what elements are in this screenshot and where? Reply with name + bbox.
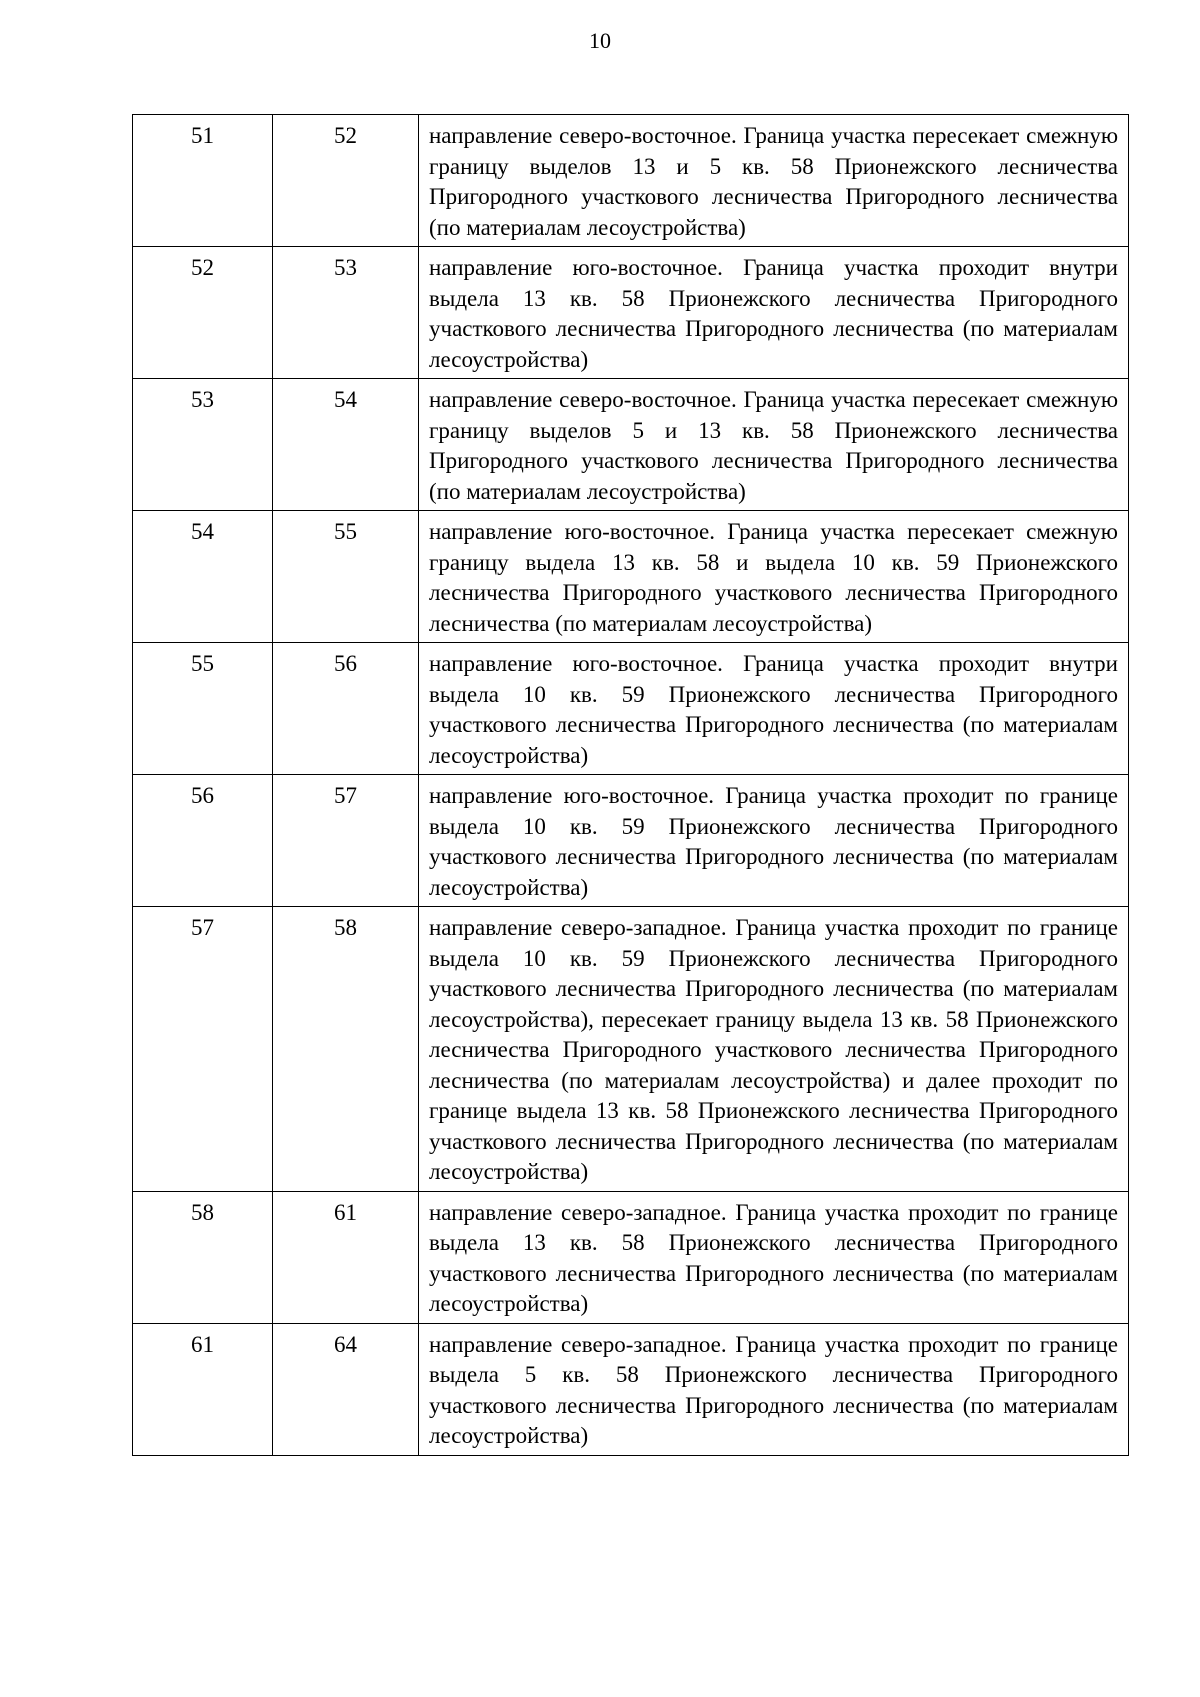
table-row bbox=[133, 907, 1129, 1192]
from-point-cell: 58 bbox=[133, 1191, 273, 1323]
from-point-cell: 56 bbox=[133, 775, 273, 907]
table-row bbox=[133, 511, 1129, 643]
table-row bbox=[133, 643, 1129, 775]
to-point-cell: 64 bbox=[273, 1323, 419, 1455]
description-cell: направление северо-западное. Граница участка проходит по границе выдела 13 кв. 58 Прионежского лесничества Пригородного участкового лесничества Пригородного лесничества (по материалам лесоустройства) bbox=[419, 1191, 1129, 1323]
page-number: 10 bbox=[589, 28, 611, 53]
table-row bbox=[133, 379, 1129, 511]
to-point-cell: 58 bbox=[273, 907, 419, 1192]
from-point-cell: 53 bbox=[133, 379, 273, 511]
to-point-cell: 61 bbox=[273, 1191, 419, 1323]
table-row bbox=[133, 247, 1129, 379]
table-row bbox=[133, 1323, 1129, 1455]
from-point-cell: 61 bbox=[133, 1323, 273, 1455]
from-point-cell: 57 bbox=[133, 907, 273, 1192]
description-cell: направление юго-восточное. Граница участка пересекает смежную границу выдела 13 кв. 58 и выдела 10 кв. 59 Прионежского лесничества Пригородного участкового лесничества Пригородного лесничества (по материалам лесоустройства) bbox=[419, 511, 1129, 643]
description-cell: направление юго-восточное. Граница участка проходит внутри выдела 10 кв. 59 Прионежского лесничества Пригородного участкового лесничества Пригородного лесничества (по материалам лесоустройства) bbox=[419, 643, 1129, 775]
to-point-cell: 53 bbox=[273, 247, 419, 379]
from-point-cell: 54 bbox=[133, 511, 273, 643]
to-point-cell: 55 bbox=[273, 511, 419, 643]
to-point-cell: 56 bbox=[273, 643, 419, 775]
from-point-cell: 51 bbox=[133, 115, 273, 247]
table-row bbox=[133, 775, 1129, 907]
description-cell: направление юго-восточное. Граница участка проходит по границе выдела 10 кв. 59 Прионежского лесничества Пригородного участкового лесничества Пригородного лесничества (по материалам лесоустройства) bbox=[419, 775, 1129, 907]
description-cell: направление северо-западное. Граница участка проходит по границе выдела 10 кв. 59 Прионежского лесничества Пригородного участкового лесничества Пригородного лесничества (по материалам лесоустройства), пересекает границу выдела 13 кв. 58 Прионежского лесничества Пригородного участкового лесничества Пригородного лесничества (по материалам лесоустройства) и далее проходит по границе выдела 13 кв. 58 Прионежского лесничества Пригородного участкового лесничества Пригородного лесничества (по материалам лесоустройства) bbox=[419, 907, 1129, 1192]
from-point-cell: 52 bbox=[133, 247, 273, 379]
to-point-cell: 54 bbox=[273, 379, 419, 511]
table-row bbox=[133, 1191, 1129, 1323]
table-row bbox=[133, 115, 1129, 247]
from-point-cell: 55 bbox=[133, 643, 273, 775]
to-point-cell: 57 bbox=[273, 775, 419, 907]
description-cell: направление северо-восточное. Граница участка пересекает смежную границу выделов 13 и 5 кв. 58 Прионежского лесничества Пригородного участкового лесничества Пригородного лесничества (по материалам лесоустройства) bbox=[419, 115, 1129, 247]
to-point-cell: 52 bbox=[273, 115, 419, 247]
boundary-table bbox=[132, 114, 1129, 1456]
description-cell: направление северо-западное. Граница участка проходит по границе выдела 5 кв. 58 Прионежского лесничества Пригородного участкового лесничества Пригородного лесничества (по материалам лесоустройства) bbox=[419, 1323, 1129, 1455]
description-cell: направление северо-восточное. Граница участка пересекает смежную границу выделов 5 и 13 кв. 58 Прионежского лесничества Пригородного участкового лесничества Пригородного лесничества (по материалам лесоустройства) bbox=[419, 379, 1129, 511]
description-cell: направление юго-восточное. Граница участка проходит внутри выдела 13 кв. 58 Прионежского лесничества Пригородного участкового лесничества Пригородного лесничества (по материалам лесоустройства) bbox=[419, 247, 1129, 379]
